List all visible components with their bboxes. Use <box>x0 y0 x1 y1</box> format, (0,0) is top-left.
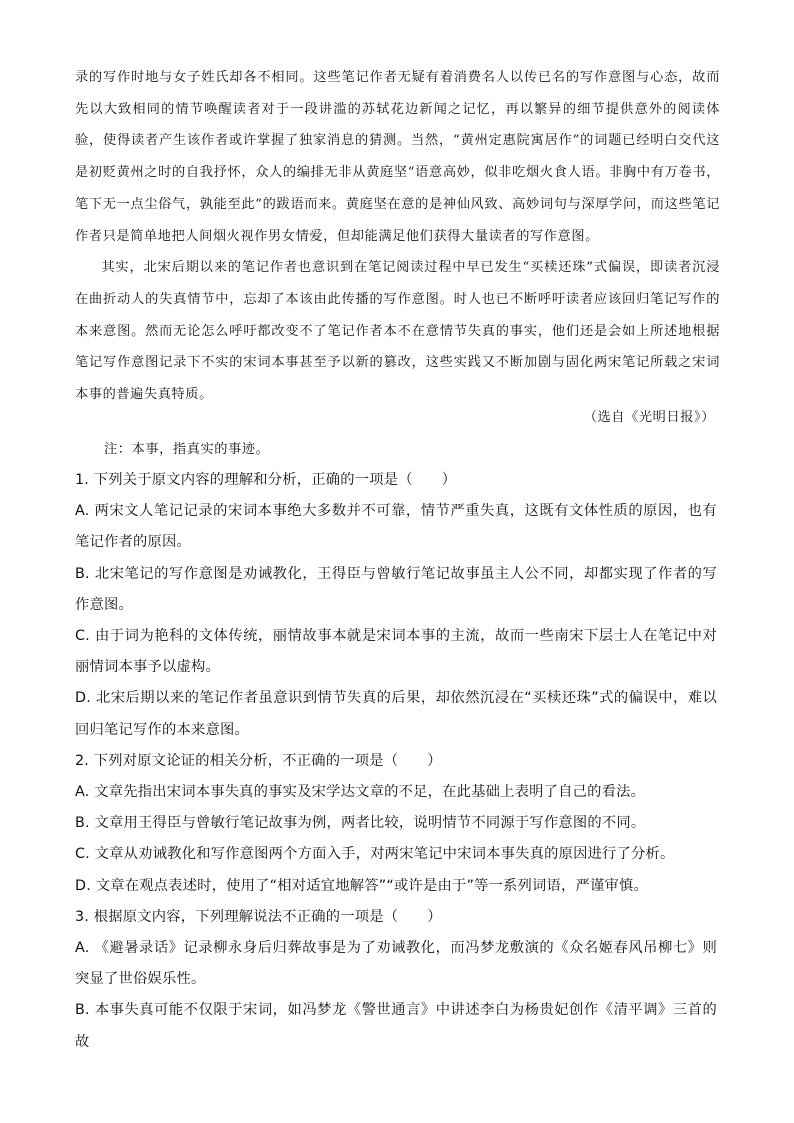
footnote: 注：本事，指真实的事迹。 <box>104 442 270 457</box>
question-2-option-c: C. 文章从劝诫教化和写作意图两个方面入手，对两宋笔记中宋词本事失真的原因进行了分析。 <box>75 846 675 863</box>
passage-paragraph-2: 其实，北宋后期以来的笔记作者也意识到在笔记阅读过程中早已发生“买椟还珠”式偏误，即读者沉浸在曲折动人的失真情节中，忘却了本该由此传播的写作意图。时人也已不断呼吁读者应该回归笔记写作的本来意图。然而无论怎么呼吁都改变不了笔记作者本不在意情节失真的事实，他们还是会如上所述地根据笔记写作意图记录下不实的宋词本事甚至予以新的篡改，这些实践又不断加剧与固化两宋笔记所载之宋词本事的普遍失真特质。 <box>75 260 720 403</box>
question-2-stem: 2. 下列对原文论证的相关分析，不正确的一项是（ ） <box>75 752 442 769</box>
questions-section <box>75 465 717 1058</box>
question-3-option-b: B. 本事失真可能不仅限于宋词，如冯梦龙《警世通言》中讲述李白为杨贵妃创作《清平调》三首的故 <box>75 1002 717 1050</box>
question-3-stem: 3. 根据原文内容，下列理解说法不正确的一项是（ ） <box>75 908 442 925</box>
question-2-option-a: A. 文章先指出宋词本事失真的事实及宋学达文章的不足，在此基础上表明了自己的看法。 <box>75 784 646 801</box>
question-1-stem: 1. 下列关于原文内容的理解和分析，正确的一项是（ ） <box>75 472 457 488</box>
passage-text <box>75 62 720 411</box>
question-1-option-a: A. 两宋文人笔记记录的宋词本事绝大多数并不可靠，情节严重失真，这既有文体性质的原因，也有笔记作者的原因。 <box>75 503 717 551</box>
source-citation: （选自《光明日报》） <box>583 410 715 425</box>
question-1-option-d: D. 北宋后期以来的笔记作者虽意识到情节失真的后果，却依然沉浸在“买椟还珠”式的偏误中，难以回归笔记写作的本来意图。 <box>75 690 717 738</box>
question-2-option-b: B. 文章用王得臣与曾敏行笔记故事为例，两者比较，说明情节不同源于写作意图的不同。 <box>75 815 646 832</box>
question-1-option-c: C. 由于词为艳科的文体传统，丽情故事本就是宋词本事的主流，故而一些南宋下层士人在笔记中对丽情词本事予以虚构。 <box>75 628 717 676</box>
passage-paragraph-1: 录的写作时地与女子姓氏却各不相同。这些笔记作者无疑有着消费名人以传已名的写作意图与心态，故而先以大致相同的情节唤醒读者对于一段讲滥的苏轼花边新闻之记忆，再以繁异的细节提供意外的阅读体验，使得读者产生该作者或许掌握了独家消息的猜测。当然，“黄州定惠院寓居作”的词题已经明白交代这是初贬黄州之时的自我抒怀，众人的编排无非从黄庭坚“语意高妙，似非吃烟火食人语。非胸中有万卷书，笔下无一点尘俗气，孰能至此”的跋语而来。黄庭坚在意的是神仙风致、高妙词句与深厚学问，而这些笔记作者只是简单地把人间烟火视作男女情爱，但却能满足他们获得大量读者的写作意图。 <box>75 70 720 244</box>
question-3-option-a: A. 《避暑录话》记录柳永身后归葬故事是为了劝诫教化，而冯梦龙敷演的《众名姬春风吊柳七》则突显了世俗娱乐性。 <box>75 940 717 988</box>
question-1-option-b: B. 北宋笔记的写作意图是劝诫教化，王得臣与曾敏行笔记故事虽主人公不同，却都实现了作者的写作意图。 <box>75 565 717 613</box>
question-2-option-d: D. 文章在观点表述时，使用了“相对适宜地解答”“或许是由于”等一系列词语，严谨审慎。 <box>75 877 649 894</box>
